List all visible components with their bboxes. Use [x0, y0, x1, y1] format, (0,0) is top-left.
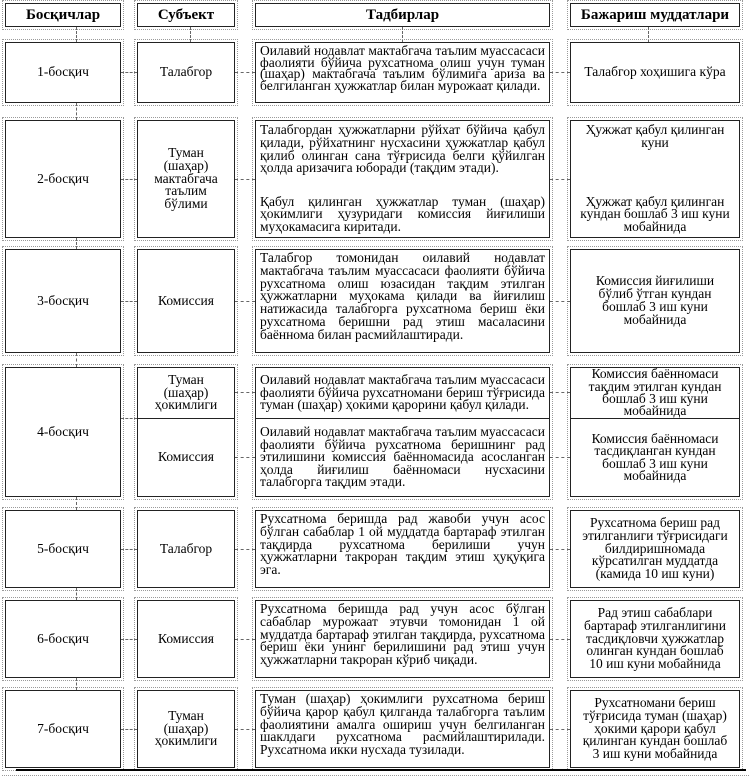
- header-cell-subject: Субъект: [137, 3, 235, 27]
- connector-h-row4-b1: [235, 392, 255, 393]
- connector-h-row1-b: [235, 72, 255, 73]
- row7-subject-box: Туман (шаҳар) ҳокимлиги: [137, 690, 235, 768]
- connector-v-stage2-3: [76, 238, 77, 249]
- header-cell-stages: Босқичлар: [5, 3, 121, 27]
- header-cell-deadlines: Бажариш муддатлари: [570, 3, 740, 27]
- row4-activity-bottom-cell: Оилавий нодавлат мактабгача таълим муассасаси фаолияти бўйича рухсатнома беришнинг рад этилишини комиссия баённомасида асосланган ҳолда йиғилиш баённомаси нусхасини талабгорга тақдим этади.: [260, 424, 545, 490]
- connector-h-row4-c1: [550, 392, 570, 393]
- header-cell-activities: Тадбирлар: [255, 3, 550, 27]
- row2-activity-paragraph-1: Талабгордан ҳужжатларни рўйхат бўйича қабул қилади, рўйхатнинг нусхасини ҳужжатлар қабул қилиб олинган сана тўғрисида белги қўйилган ҳолда аризачига юборади (тақдим этади).: [260, 122, 545, 176]
- connector-h-row2-b: [235, 179, 255, 180]
- row6-stage-box: 6-босқич: [5, 600, 121, 678]
- connector-h-row2-c: [550, 179, 570, 180]
- row6-subject-box: Комиссия: [137, 600, 235, 678]
- connector-h-row7-b: [235, 729, 255, 730]
- row4-subject-top-cell: Туман (шаҳар) ҳокимлиги: [138, 368, 234, 419]
- row4-subject-bottom-cell: Комиссия: [157, 449, 214, 465]
- row2-deadline-paragraph-2: Ҳужжат қабул қилинган кундан бошлаб 3 иш куни мобайнида: [580, 193, 730, 235]
- row2-deadline-paragraph-1: Ҳужжат қабул қилинган куни: [585, 122, 725, 150]
- row2-activity-paragraph-2: Қабул қилинган ҳужжатлар туман (шаҳар) ҳокимлиги ҳузуридаги комиссия йиғилиши муҳокамасига киритади.: [260, 193, 545, 235]
- connector-h-row1-a: [121, 72, 137, 73]
- row4-deadline-bottom-cell: Комиссия баённомаси тасдиқланган кундан бошлаб 3 иш куни мобайнида: [591, 430, 719, 483]
- row2-deadline-box: [570, 120, 740, 238]
- row1-subject-box: Талабгор: [137, 42, 235, 103]
- bottom-page-rule: [16, 769, 746, 771]
- row7-activity-box: Туман (шаҳар) ҳокимлиги рухсатнома бериш бўйича қарор қабул қилганда талабгорга таълим фаолиятини амалга ошириш учун белгиланган шаклдаги рухсатнома расмийлаштирилади. Рухсатнома икки нусхада тузилади.: [255, 690, 550, 768]
- row3-stage-box: 3-босқич: [5, 249, 121, 353]
- connector-v-stage3-4: [76, 353, 77, 367]
- connector-h-row7-c: [550, 729, 570, 730]
- connector-h-row4-c2: [550, 457, 570, 458]
- bottom-dotted-grid-line: [2, 775, 749, 776]
- connector-h-row5-b: [235, 549, 255, 550]
- row5-activity-box: Рухсатнома беришда рад жавоби учун асос бўлган сабаблар 1 ой муддатда бартараф этилган тақдирда рухсатнома берилиши учун ҳужжатларни такроран тақдим этиш ҳуқуқига эга.: [255, 510, 550, 588]
- row5-deadline-box: Рухсатнома бериш рад этилганлиги тўғрисидаги билдиришномада кўрсатилган муддатда (камида 10 иш куни): [570, 510, 740, 588]
- row6-deadline-box: Рад этиш сабаблари бартараф этилганлигини тасдиқловчи ҳужжатлар олинган кундан бошлаб 10 иш куни мобайнида: [570, 600, 740, 678]
- connector-h-row3-c: [550, 301, 570, 302]
- connector-v-header-deadlines: [648, 27, 649, 42]
- connector-v-stage5-6: [76, 588, 77, 600]
- connector-v-header-stages: [76, 27, 77, 42]
- row2-stage-box: 2-босқич: [5, 120, 121, 238]
- row4-activity-box: [255, 367, 550, 497]
- row5-stage-box: 5-босқич: [5, 510, 121, 588]
- row7-deadline-box: Рухсатномани бериш тўғрисида туман (шаҳар) ҳокими қарори қабул қилинган кундан бошлаб 3 иш куни мобайнида: [570, 690, 740, 768]
- row4-deadline-box: [570, 367, 740, 497]
- connector-h-row6-a: [121, 639, 137, 640]
- connector-h-row5-a: [121, 549, 137, 550]
- row4-activity-top-cell: Оилавий нодавлат мактабгача таълим муассасаси фаолияти бўйича рухсатномани бериш тўғрисида туман (шаҳар) ҳокими қарорини қабул қилади.: [256, 368, 549, 419]
- row4-stage-box: 4-босқич: [5, 367, 121, 497]
- row6-activity-box: Рухсатнома беришда рад учун асос бўлган сабаблар мурожаат этувчи томонидан 1 ой муддатда бартараф этилган тақдирда, рухсатнома бериш ёки унинг берилишини рад этиш учун ҳужжатларни такроран кўриб чиқади.: [255, 600, 550, 678]
- connector-h-row3-a: [121, 301, 137, 302]
- row3-activity-box: Талабгор томонидан оилавий нодавлат мактабгача таълим муассасаси фаолияти бўйича рухсатнома олиш юзасидан тақдим этилган ҳужжатларни муҳокама қилади ва йиғилиш натижасида талабгорга рухсатнома бериш ёки рухсатнома беришни рад этиш масаласини баённома билан расмийлаштиради.: [255, 249, 550, 353]
- connector-h-row1-c: [550, 72, 570, 73]
- connector-h-row5-c: [550, 549, 570, 550]
- connector-v-stage4-5: [76, 497, 77, 510]
- row3-subject-box: Комиссия: [137, 249, 235, 353]
- row4-subject-box: [137, 367, 235, 497]
- connector-v-header-activities: [402, 27, 403, 42]
- row1-stage-box: 1-босқич: [5, 42, 121, 103]
- row2-activity-box: [255, 120, 550, 238]
- row7-stage-box: 7-босқич: [5, 690, 121, 768]
- row4-deadline-top-cell: Комиссия баённомаси тақдим этилган кундан бошлаб 3 иш куни мобайнида: [571, 368, 739, 419]
- row2-subject-box: Туман (шаҳар) мактабгача таълим бўлими: [137, 120, 235, 238]
- connector-h-row4-a: [121, 418, 137, 419]
- connector-h-row3-b: [235, 301, 255, 302]
- row5-subject-box: Талабгор: [137, 510, 235, 588]
- connector-h-row2-a: [121, 179, 137, 180]
- row1-deadline-box: Талабгор хоҳишига кўра: [570, 42, 740, 103]
- connector-h-row7-a: [121, 729, 137, 730]
- connector-h-row4-b2: [235, 457, 255, 458]
- connector-h-row6-b: [235, 639, 255, 640]
- connector-v-stage6-7: [76, 678, 77, 690]
- connector-v-stage1-2: [76, 103, 77, 120]
- row3-deadline-box: Комиссия йиғилиши бўлиб ўтган кундан бошлаб 3 иш куни мобайнида: [570, 249, 740, 353]
- connector-v-header-subject: [190, 27, 191, 42]
- row1-activity-box: Оилавий нодавлат мактабгача таълим муассасаси фаолияти бўйича рухсатнома олиш учун туман (шаҳар) мактабгача таълим бўлимига ариза ва белгиланган ҳужжатлар билан мурожаат қилади.: [255, 42, 550, 103]
- connector-h-row6-c: [550, 639, 570, 640]
